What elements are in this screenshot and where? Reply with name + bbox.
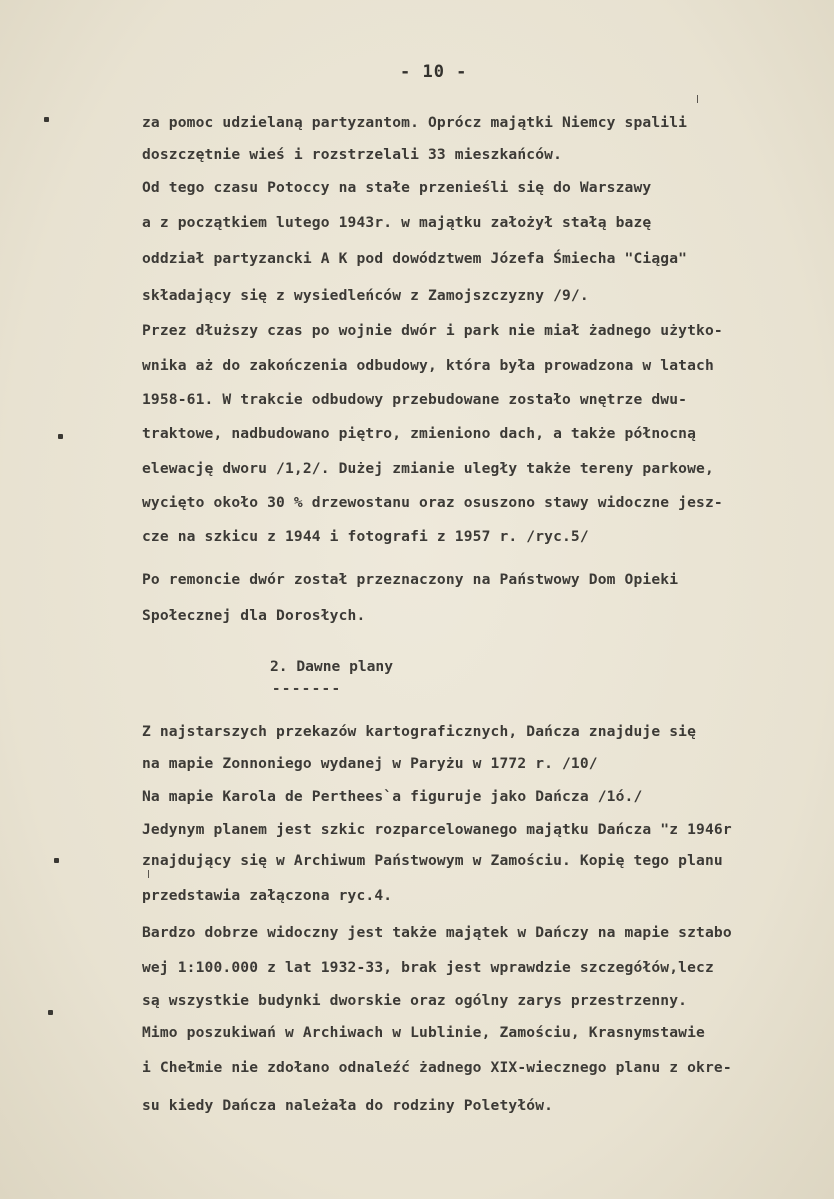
text-line: Z najstarszych przekazów kartograficznych, Dańcza znajduje się xyxy=(142,723,697,740)
text-line: su kiedy Dańcza należała do rodziny Poletyłów. xyxy=(142,1097,554,1114)
text-line: składający się z wysiedleńców z Zamojszczyzny /9/. xyxy=(142,287,589,304)
margin-tick xyxy=(697,95,698,103)
margin-mark xyxy=(44,117,49,122)
text-line: wnika aż do zakończenia odbudowy, która była prowadzona w latach xyxy=(142,357,714,374)
text-line: wycięto około 30 % drzewostanu oraz osuszono stawy widoczne jesz- xyxy=(142,494,723,511)
text-line: Społecznej dla Dorosłych. xyxy=(142,607,366,624)
text-line: są wszystkie budynki dworskie oraz ogólny zarys przestrzenny. xyxy=(142,992,688,1009)
text-line: Bardzo dobrze widoczny jest także majątek w Dańczy na mapie sztabo xyxy=(142,924,732,941)
text-line: Mimo poszukiwań w Archiwach w Lublinie, Zamościu, Krasnymstawie xyxy=(142,1024,705,1041)
text-line: za pomoc udzielaną partyzantom. Oprócz majątki Niemcy spalili xyxy=(142,114,688,131)
text-line: Jedynym planem jest szkic rozparcelowanego majątku Dańcza "z 1946r xyxy=(142,821,732,838)
text-line: Od tego czasu Potoccy na stałe przenieśli się do Warszawy xyxy=(142,179,652,196)
margin-mark xyxy=(54,858,59,863)
text-line: przedstawia załączona ryc.4. xyxy=(142,887,393,904)
margin-mark xyxy=(48,1010,53,1015)
section-heading: 2. Dawne plany xyxy=(270,658,394,675)
text-line: a z początkiem lutego 1943r. w majątku założył stałą bazę xyxy=(142,214,652,231)
text-line: cze na szkicu z 1944 i fotografi z 1957 r. /ryc.5/ xyxy=(142,528,589,545)
text-line: traktowe, nadbudowano piętro, zmieniono dach, a także północną xyxy=(142,425,697,442)
text-line: oddział partyzancki A K pod dowództwem Józefa Śmiecha "Ciąga" xyxy=(142,250,688,267)
margin-mark xyxy=(58,434,63,439)
text-line: wej 1:100.000 z lat 1932-33, brak jest wprawdzie szczegółów,lecz xyxy=(142,959,714,976)
text-line: na mapie Zonnoniego wydanej w Paryżu w 1772 r. /10/ xyxy=(142,755,598,772)
text-line: 1958-61. W trakcie odbudowy przebudowane zostało wnętrze dwu- xyxy=(142,391,688,408)
page-number: - 10 - xyxy=(400,62,468,82)
text-line: doszczętnie wieś i rozstrzelali 33 mieszkańców. xyxy=(142,146,563,163)
heading-underline: ------- xyxy=(272,681,342,697)
text-line: Przez dłuższy czas po wojnie dwór i park nie miał żadnego użytko- xyxy=(142,322,723,339)
text-line: znajdujący się w Archiwum Państwowym w Zamościu. Kopię tego planu xyxy=(142,852,723,869)
text-line: Na mapie Karola de Perthees`a figuruje jako Dańcza /1ó./ xyxy=(142,788,643,805)
text-line: elewację dworu /1,2/. Dużej zmianie uległy także tereny parkowe, xyxy=(142,460,714,477)
text-line: Po remoncie dwór został przeznaczony na Państwowy Dom Opieki xyxy=(142,571,679,588)
text-line: i Chełmie nie zdołano odnaleźć żadnego XIX-wiecznego planu z okre- xyxy=(142,1059,732,1076)
